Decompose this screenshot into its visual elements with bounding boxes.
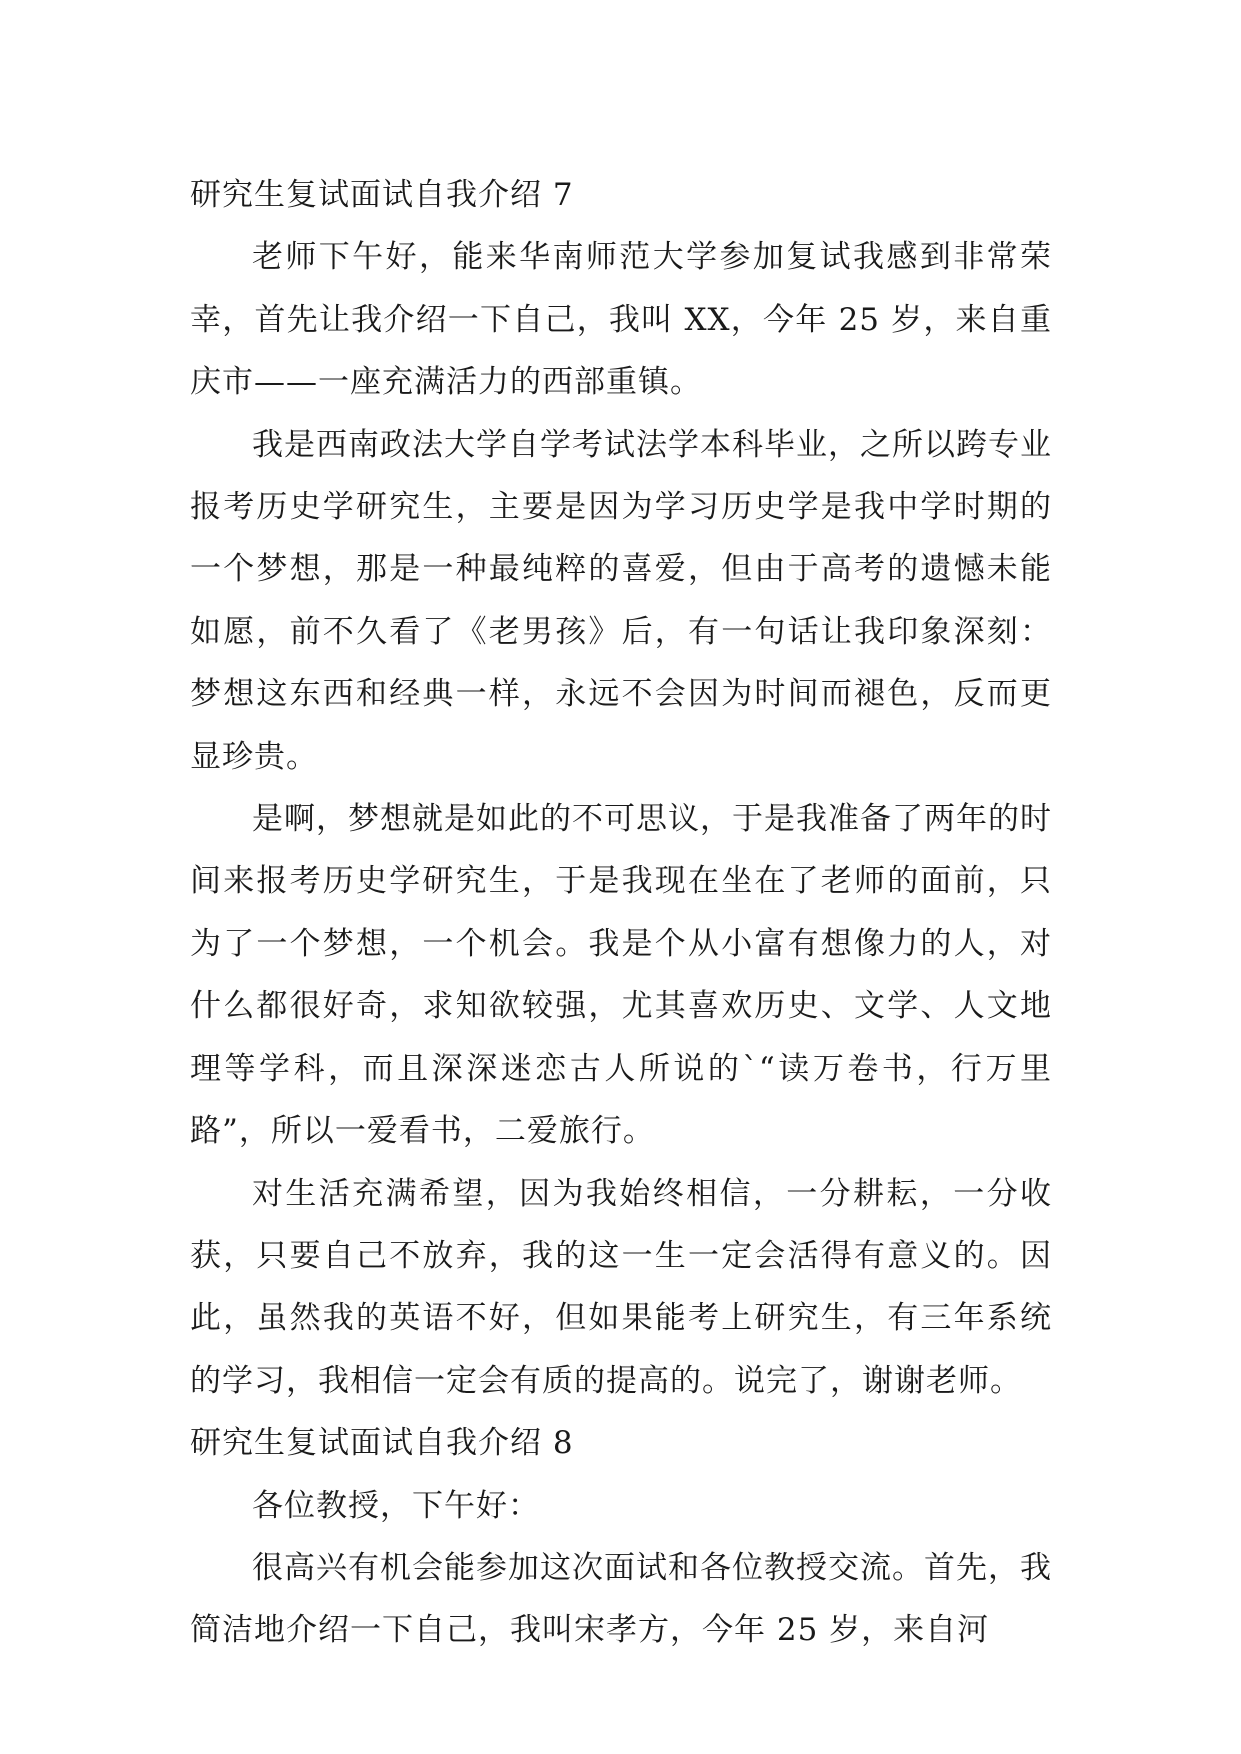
section-title-7: 研究生复试面试自我介绍 7 [190, 177, 574, 213]
paragraph: 各位教授，下午好： [252, 1487, 540, 1524]
document-body [190, 164, 1052, 1662]
paragraph: 很高兴有机会能参加这次面试和各位教授交流。首先，我简洁地介绍一下自己，我叫宋孝方，今年 25 岁，来自河 [190, 1549, 1052, 1649]
paragraph: 对生活充满希望，因为我始终相信，一分耕耘，一分收获，只要自己不放弃，我的这一生一定会活得有意义的。因此，虽然我的英语不好，但如果能考上研究生，有三年系统的学习，我相信一定会有质的提高的。说完了，谢谢老师。 [190, 1175, 1052, 1399]
paragraph: 我是西南政法大学自学考试法学本科毕业，之所以跨专业报考历史学研究生，主要是因为学习历史学是我中学时期的一个梦想，那是一种最纯粹的喜爱，但由于高考的遗憾未能如愿，前不久看了《老男孩》后，有一句话让我印象深刻：梦想这东西和经典一样，永远不会因为时间而褪色，反而更显珍贵。 [190, 426, 1052, 775]
paragraph: 是啊，梦想就是如此的不可思议，于是我准备了两年的时间来报考历史学研究生，于是我现在坐在了老师的面前，只为了一个梦想，一个机会。我是个从小富有想像力的人，对什么都很好奇，求知欲较强，尤其喜欢历史、文学、人文地理等学科，而且深深迷恋古人所说的`“读万卷书，行万里路”，所以一爱看书，二爱旅行。 [190, 801, 1052, 1150]
paragraph: 老师下午好，能来华南师范大学参加复试我感到非常荣幸，首先让我介绍一下自己，我叫 XX，今年 25 岁，来自重庆市——一座充满活力的西部重镇。 [190, 239, 1052, 401]
section-title-8: 研究生复试面试自我介绍 8 [190, 1425, 574, 1462]
